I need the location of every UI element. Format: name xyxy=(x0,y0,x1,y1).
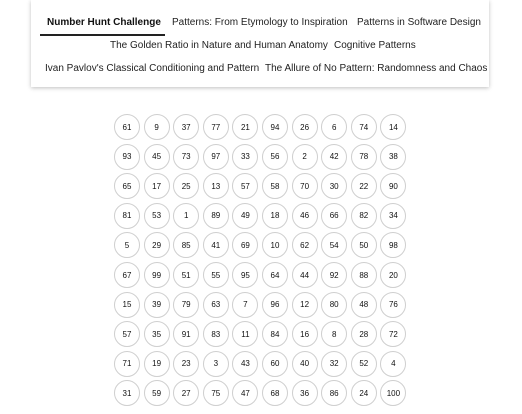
number-cell[interactable]: 41 xyxy=(203,232,229,258)
number-cell[interactable]: 47 xyxy=(232,380,258,406)
number-cell[interactable]: 82 xyxy=(351,203,377,229)
tab-allure-of-no-pattern[interactable]: The Allure of No Pattern: Randomness and Chaos xyxy=(265,63,488,74)
number-cell[interactable]: 97 xyxy=(203,144,229,170)
number-cell[interactable]: 66 xyxy=(321,203,347,229)
number-cell[interactable]: 45 xyxy=(144,144,170,170)
number-cell[interactable]: 70 xyxy=(292,173,318,199)
number-cell[interactable]: 49 xyxy=(232,203,258,229)
number-cell[interactable]: 84 xyxy=(262,321,288,347)
number-cell[interactable]: 4 xyxy=(380,351,406,377)
number-cell[interactable]: 31 xyxy=(114,380,140,406)
number-cell[interactable]: 67 xyxy=(114,262,140,288)
number-cell[interactable]: 9 xyxy=(144,114,170,140)
number-cell[interactable]: 14 xyxy=(380,114,406,140)
tab-number-hunt-challenge[interactable]: Number Hunt Challenge xyxy=(47,17,161,28)
tab-golden-ratio[interactable]: The Golden Ratio in Nature and Human Anatomy xyxy=(110,40,328,51)
number-cell[interactable]: 8 xyxy=(321,321,347,347)
number-cell[interactable]: 3 xyxy=(203,351,229,377)
number-cell[interactable]: 81 xyxy=(114,203,140,229)
number-cell[interactable]: 60 xyxy=(262,351,288,377)
tab-cognitive-patterns[interactable]: Cognitive Patterns xyxy=(334,40,416,51)
number-cell[interactable]: 35 xyxy=(144,321,170,347)
tab-patterns-software-design[interactable]: Patterns in Software Design xyxy=(357,17,481,28)
number-cell[interactable]: 24 xyxy=(351,380,377,406)
number-cell[interactable]: 77 xyxy=(203,114,229,140)
number-cell[interactable]: 89 xyxy=(203,203,229,229)
number-cell[interactable]: 51 xyxy=(173,262,199,288)
number-cell[interactable]: 11 xyxy=(232,321,258,347)
number-cell[interactable]: 83 xyxy=(203,321,229,347)
number-cell[interactable]: 73 xyxy=(173,144,199,170)
tab-ivan-pavlov[interactable]: Ivan Pavlov's Classical Conditioning and Pattern xyxy=(45,63,260,74)
number-cell[interactable]: 59 xyxy=(144,380,170,406)
number-cell[interactable]: 75 xyxy=(203,380,229,406)
number-cell[interactable]: 95 xyxy=(232,262,258,288)
number-cell[interactable]: 85 xyxy=(173,232,199,258)
number-cell[interactable]: 52 xyxy=(351,351,377,377)
number-cell[interactable]: 74 xyxy=(351,114,377,140)
number-cell[interactable]: 23 xyxy=(173,351,199,377)
number-cell[interactable]: 29 xyxy=(144,232,170,258)
topic-nav xyxy=(31,0,489,87)
number-cell[interactable]: 55 xyxy=(203,262,229,288)
number-cell[interactable]: 100 xyxy=(380,380,406,406)
number-cell[interactable]: 38 xyxy=(380,144,406,170)
number-cell[interactable]: 21 xyxy=(232,114,258,140)
number-cell[interactable]: 28 xyxy=(351,321,377,347)
number-cell[interactable]: 37 xyxy=(173,114,199,140)
number-cell[interactable]: 69 xyxy=(232,232,258,258)
number-cell[interactable]: 22 xyxy=(351,173,377,199)
number-cell[interactable]: 16 xyxy=(292,321,318,347)
number-cell[interactable]: 27 xyxy=(173,380,199,406)
number-cell[interactable]: 42 xyxy=(321,144,347,170)
number-cell[interactable]: 19 xyxy=(144,351,170,377)
active-tab-indicator xyxy=(40,34,165,36)
number-cell[interactable]: 71 xyxy=(114,351,140,377)
number-cell[interactable]: 53 xyxy=(144,203,170,229)
number-cell[interactable]: 62 xyxy=(292,232,318,258)
number-cell[interactable]: 36 xyxy=(292,380,318,406)
number-cell[interactable]: 43 xyxy=(232,351,258,377)
number-cell[interactable]: 88 xyxy=(351,262,377,288)
number-cell[interactable]: 48 xyxy=(351,292,377,318)
number-cell[interactable]: 91 xyxy=(173,321,199,347)
number-cell[interactable]: 25 xyxy=(173,173,199,199)
number-cell[interactable]: 7 xyxy=(232,292,258,318)
number-cell[interactable]: 86 xyxy=(321,380,347,406)
number-cell[interactable]: 78 xyxy=(351,144,377,170)
number-cell[interactable]: 40 xyxy=(292,351,318,377)
number-cell[interactable]: 15 xyxy=(114,292,140,318)
number-cell[interactable]: 96 xyxy=(262,292,288,318)
number-cell[interactable]: 93 xyxy=(114,144,140,170)
number-cell[interactable]: 63 xyxy=(203,292,229,318)
number-cell[interactable]: 65 xyxy=(114,173,140,199)
number-cell[interactable]: 26 xyxy=(292,114,318,140)
number-cell[interactable]: 68 xyxy=(262,380,288,406)
number-cell[interactable]: 54 xyxy=(321,232,347,258)
number-cell[interactable]: 92 xyxy=(321,262,347,288)
number-cell[interactable]: 80 xyxy=(321,292,347,318)
number-cell[interactable]: 64 xyxy=(262,262,288,288)
number-cell[interactable]: 30 xyxy=(321,173,347,199)
number-cell[interactable]: 56 xyxy=(262,144,288,170)
number-cell[interactable]: 79 xyxy=(173,292,199,318)
number-cell[interactable]: 17 xyxy=(144,173,170,199)
number-cell[interactable]: 6 xyxy=(321,114,347,140)
number-cell[interactable]: 39 xyxy=(144,292,170,318)
number-cell[interactable]: 10 xyxy=(262,232,288,258)
number-cell[interactable]: 1 xyxy=(173,203,199,229)
number-cell[interactable]: 58 xyxy=(262,173,288,199)
number-cell[interactable]: 33 xyxy=(232,144,258,170)
number-cell[interactable]: 90 xyxy=(380,173,406,199)
number-cell[interactable]: 46 xyxy=(292,203,318,229)
number-cell[interactable]: 12 xyxy=(292,292,318,318)
number-cell[interactable]: 34 xyxy=(380,203,406,229)
number-cell[interactable]: 18 xyxy=(262,203,288,229)
number-cell[interactable]: 13 xyxy=(203,173,229,199)
number-cell[interactable]: 72 xyxy=(380,321,406,347)
number-cell[interactable]: 61 xyxy=(114,114,140,140)
number-cell[interactable]: 2 xyxy=(292,144,318,170)
number-cell[interactable]: 57 xyxy=(114,321,140,347)
number-cell[interactable]: 94 xyxy=(262,114,288,140)
number-cell[interactable]: 76 xyxy=(380,292,406,318)
number-cell[interactable]: 20 xyxy=(380,262,406,288)
number-cell[interactable]: 50 xyxy=(351,232,377,258)
number-cell[interactable]: 98 xyxy=(380,232,406,258)
number-cell[interactable]: 44 xyxy=(292,262,318,288)
number-cell[interactable]: 5 xyxy=(114,232,140,258)
tab-patterns-etymology[interactable]: Patterns: From Etymology to Inspiration xyxy=(172,17,348,28)
number-cell[interactable]: 32 xyxy=(321,351,347,377)
number-cell[interactable]: 99 xyxy=(144,262,170,288)
number-cell[interactable]: 57 xyxy=(232,173,258,199)
